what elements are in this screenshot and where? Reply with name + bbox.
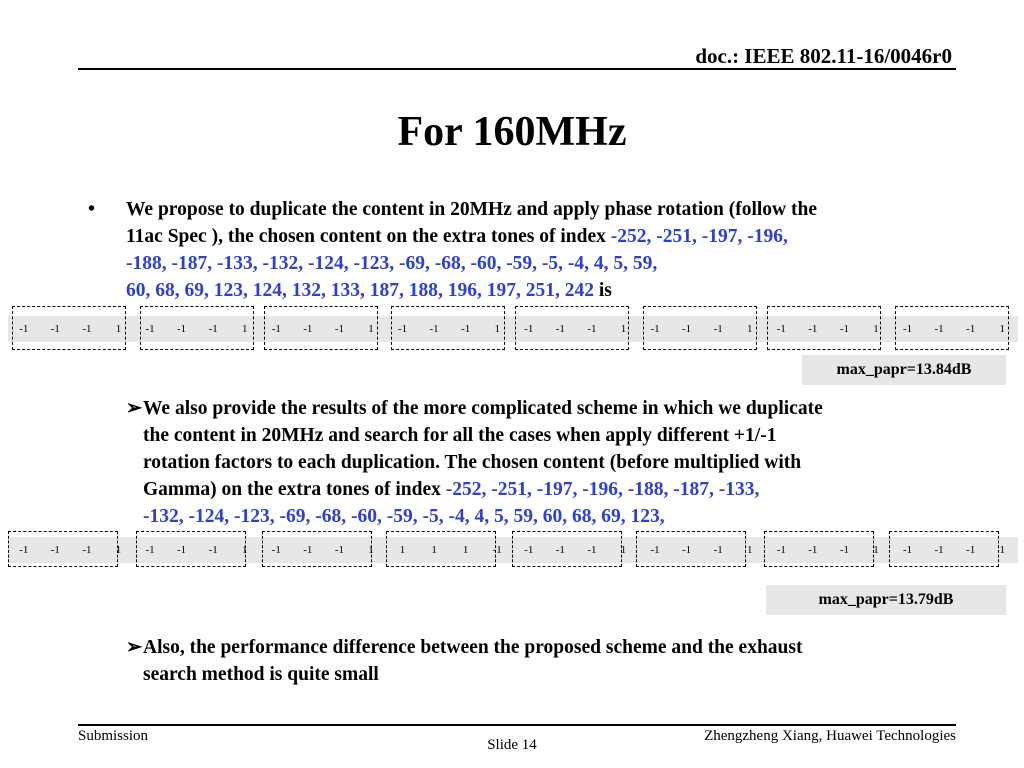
sequence-value: -1 (587, 544, 597, 556)
group-box (8, 531, 118, 567)
arrow-bullet-icon: ➢ (126, 637, 143, 658)
tone-indices: -252, -251, -197, -196, (610, 226, 788, 247)
bullet1-text-span: is (594, 280, 612, 301)
sequence-value: -1 (902, 544, 913, 556)
sequence-value: -1 (934, 323, 944, 335)
sequence-value: -1 (208, 323, 218, 335)
sequence-value: -1 (334, 323, 344, 335)
sequence-value: 1 (746, 544, 753, 556)
group-box (264, 306, 378, 350)
sequence-value: -1 (334, 544, 344, 556)
sequence-value: -1 (397, 323, 408, 335)
sequence-value: -1 (524, 323, 534, 335)
sequence-value: -1 (82, 323, 92, 335)
bullet2-line: the content in 20MHz and search for all the cases when apply different +1/-1 (143, 425, 777, 446)
sequence-value: 1 (115, 544, 122, 556)
bullet3-line (126, 634, 956, 661)
sequence-value: 1 (368, 544, 374, 556)
slide-title: For 160MHz (397, 109, 627, 155)
sequence-value: -1 (50, 544, 60, 556)
sequence-value: 1 (462, 544, 469, 556)
sequence-value: -1 (555, 323, 565, 335)
footer-submission: Submission (78, 728, 149, 744)
sequence-value: -1 (303, 323, 313, 335)
bullet2-text-span: Gamma) on the extra tones of index (143, 479, 446, 500)
group-box (636, 531, 746, 567)
group-box (764, 531, 874, 567)
sequence-value: -1 (19, 544, 29, 556)
bullet1-text-span: 11ac Spec ), the chosen content on the extra tones of index (126, 226, 611, 247)
sequence-value: 1 (241, 544, 248, 556)
group-box (643, 306, 757, 350)
sequence-value: -1 (808, 323, 818, 335)
sequence-value: -1 (934, 544, 944, 556)
footer-rule (78, 724, 956, 726)
arrow-bullet-icon: ➢ (126, 398, 143, 419)
bullet3-text (126, 634, 956, 688)
papr-result-1: max_papr=13.84dB (802, 355, 1006, 385)
bullet2-text-span: We also provide the results of the more complicated scheme in which we duplicate (143, 398, 823, 419)
sequence-value: -1 (82, 544, 92, 556)
sequence-value: 1 (620, 544, 627, 556)
sequence-value: -1 (461, 323, 471, 335)
sequence-value: -1 (682, 323, 692, 335)
sequence-value: -1 (208, 544, 218, 556)
sequence-value: -1 (555, 544, 565, 556)
bullet2-line (126, 476, 956, 503)
group-box (767, 306, 881, 350)
sequence-value: -1 (713, 323, 723, 335)
sequence-value: -1 (492, 544, 502, 556)
group-box (515, 306, 629, 350)
sequence-value: -1 (145, 323, 155, 335)
tone-indices: -252, -251, -197, -196, -188, -187, -133, (445, 479, 760, 500)
bullet2-text (126, 395, 956, 530)
sequence-value: 1 (873, 544, 879, 556)
sequence-value: -1 (650, 323, 660, 335)
group-box (12, 306, 126, 350)
sequence-value: 1 (999, 544, 1005, 556)
sequence-value: -1 (303, 544, 313, 556)
sequence-value: 1 (241, 323, 248, 335)
header-rule (78, 68, 956, 70)
group-box (386, 531, 496, 567)
group-box (262, 531, 372, 567)
sequence-value: -1 (808, 544, 818, 556)
tone-indices: 60, 68, 69, 123, 124, 132, 133, 187, 188, 196, 197, 251, 242 (126, 280, 594, 301)
footer-author: Zhengzheng Xiang, Huawei Technologies (704, 728, 956, 744)
tone-indices: -132, -124, -123, -69, -68, -60, -59, -5, -4, 4, 5, 59, 60, 68, 69, 123, (143, 506, 665, 527)
sequence-value: -1 (713, 544, 723, 556)
sequence-value: -1 (776, 323, 786, 335)
sequence-value: 1 (431, 544, 437, 556)
bullet2-line (126, 395, 956, 422)
group-box (889, 531, 999, 567)
bullet1-line (126, 277, 956, 304)
sequence-value: 1 (368, 323, 374, 335)
sequence-value: -1 (177, 544, 187, 556)
sequence-value: 1 (494, 323, 500, 335)
bullet2-line: rotation factors to each duplication. The chosen content (before multiplied with (143, 452, 802, 473)
tone-indices: -188, -187, -133, -132, -124, -123, -69, -68, -60, -59, -5, -4, 4, 5, 59, (126, 253, 658, 274)
papr-result-2: max_papr=13.79dB (766, 585, 1006, 615)
sequence-value: -1 (50, 323, 60, 335)
sequence-value: 1 (999, 323, 1005, 335)
sequence-value: -1 (429, 323, 439, 335)
group-box (136, 531, 246, 567)
sequence-value: -1 (682, 544, 692, 556)
slide-number: Slide 14 (487, 737, 537, 753)
bullet3-line: search method is quite small (143, 664, 379, 685)
bullet3-text-span: Also, the performance difference between the proposed scheme and the exhaust (143, 637, 803, 658)
sequence-value: -1 (776, 544, 786, 556)
bullet1-text (126, 196, 956, 304)
group-box (140, 306, 254, 350)
sequence-value: -1 (650, 544, 660, 556)
sequence-value: -1 (839, 544, 849, 556)
sequence-value: 1 (746, 323, 753, 335)
sequence-value: -1 (177, 323, 187, 335)
sequence-value: 1 (873, 323, 879, 335)
group-box (895, 306, 1009, 350)
document-id: doc.: IEEE 802.11-16/0046r0 (695, 44, 952, 68)
sequence-value: 1 (399, 544, 406, 556)
sequence-value: -1 (19, 323, 29, 335)
sequence-value: -1 (587, 323, 597, 335)
sequence-value: -1 (902, 323, 913, 335)
sequence-value: 1 (115, 323, 122, 335)
bullet-marker: • (88, 198, 96, 220)
sequence-value: -1 (839, 323, 849, 335)
sequence-value: -1 (524, 544, 534, 556)
group-box (512, 531, 622, 567)
group-box (391, 306, 505, 350)
sequence-value: -1 (966, 544, 976, 556)
bullet1-line (126, 223, 956, 250)
sequence-value: -1 (966, 323, 976, 335)
bullet1-line: We propose to duplicate the content in 20MHz and apply phase rotation (follow the (126, 199, 818, 220)
sequence-value: -1 (271, 544, 281, 556)
sequence-value: 1 (620, 323, 627, 335)
sequence-value: -1 (145, 544, 155, 556)
sequence-value: -1 (271, 323, 281, 335)
